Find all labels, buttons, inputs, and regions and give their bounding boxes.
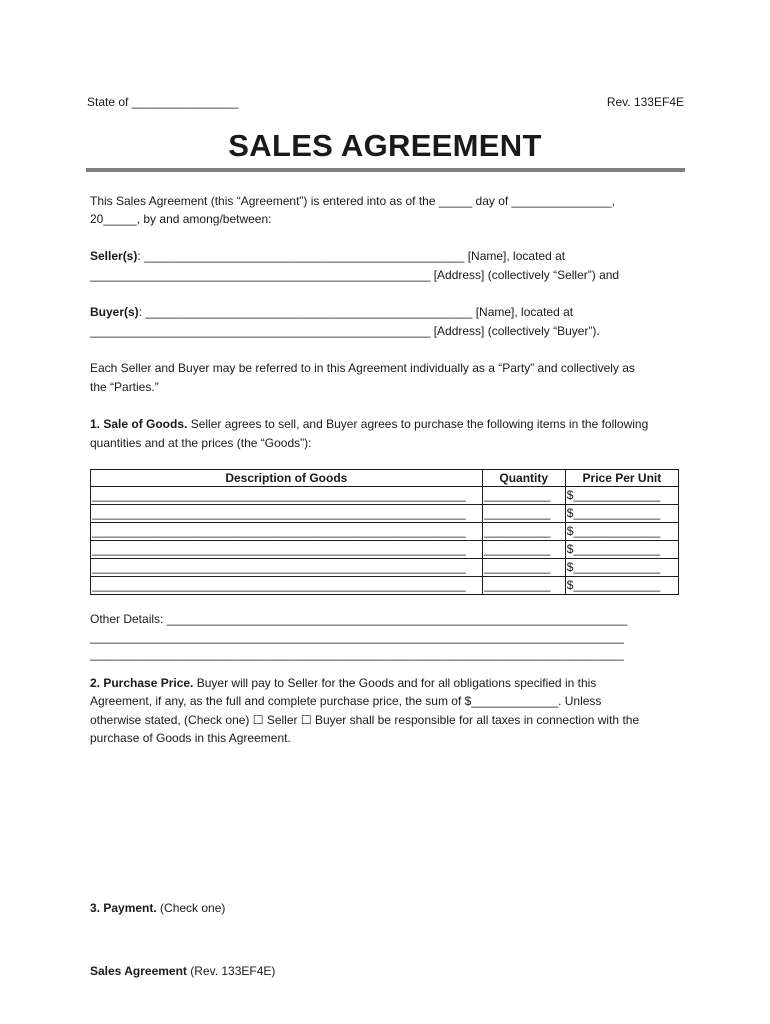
description-cell[interactable] bbox=[91, 487, 483, 505]
footer-title: Sales Agreement bbox=[90, 964, 187, 978]
price-cell[interactable] bbox=[565, 559, 678, 577]
price-cell[interactable] bbox=[565, 541, 678, 559]
description-cell[interactable] bbox=[91, 577, 483, 595]
cell-text: ________________________________________________________ bbox=[92, 578, 466, 592]
table-row bbox=[91, 523, 679, 541]
table-row bbox=[91, 577, 679, 595]
header-price-per-unit: Price Per Unit bbox=[565, 470, 678, 487]
cell-text: ________________________________________________________ bbox=[92, 524, 466, 538]
description-cell[interactable] bbox=[91, 523, 483, 541]
cell-text: $_____________ bbox=[566, 560, 661, 574]
parties-line-1: Each Seller and Buyer may be referred to in this Agreement individually as a “Party” and collectively as bbox=[90, 361, 635, 375]
section-1-line-1 bbox=[90, 417, 648, 431]
table-row bbox=[91, 487, 679, 505]
price-cell[interactable] bbox=[565, 487, 678, 505]
other-details-line-2: ________________________________________________________________________________ bbox=[90, 630, 624, 644]
section-1-text: Seller agrees to sell, and Buyer agrees to purchase the following items in the following bbox=[187, 417, 649, 431]
quantity-cell[interactable] bbox=[482, 577, 565, 595]
buyer-name-blank: : _________________________________________________ [Name], located at bbox=[138, 305, 574, 319]
quantity-cell[interactable] bbox=[482, 559, 565, 577]
quantity-cell[interactable] bbox=[482, 523, 565, 541]
other-details-line-1: Other Details: _____________________________________________________________________ bbox=[90, 612, 628, 626]
cell-text: ________________________________________________________ bbox=[92, 542, 466, 556]
section-2-line-2: Agreement, if any, as the full and complete purchase price, the sum of $_____________. Unless bbox=[90, 694, 602, 708]
cell-text: __________ bbox=[483, 488, 551, 502]
header-quantity: Quantity bbox=[482, 470, 565, 487]
intro-line-1: This Sales Agreement (this “Agreement”) is entered into as of the _____ day of _______________, bbox=[90, 194, 615, 208]
description-cell[interactable] bbox=[91, 541, 483, 559]
price-cell[interactable] bbox=[565, 505, 678, 523]
goods-table-header bbox=[91, 470, 679, 487]
state-field: State of ________________ bbox=[87, 95, 239, 109]
page-title: SALES AGREEMENT bbox=[228, 128, 542, 163]
cell-text: __________ bbox=[483, 578, 551, 592]
price-cell[interactable] bbox=[565, 523, 678, 541]
section-3-heading: 3. Payment. bbox=[90, 901, 157, 915]
section-1-line-2: quantities and at the prices (the “Goods”): bbox=[90, 436, 312, 450]
footer-revision: (Rev. 133EF4E) bbox=[186, 964, 276, 978]
other-details-line-3: ________________________________________________________________________________ bbox=[90, 647, 624, 661]
description-cell[interactable] bbox=[91, 559, 483, 577]
buyer-address-line: ___________________________________________________ [Address] (collectively “Buyer”). bbox=[90, 324, 600, 338]
table-row bbox=[91, 559, 679, 577]
section-2-line-3: otherwise stated, (Check one) ☐ Seller ☐ Buyer shall be responsible for all taxes in connection with the bbox=[90, 713, 640, 727]
page-footer bbox=[90, 964, 275, 978]
seller-name-blank: : ________________________________________________ [Name], located at bbox=[137, 249, 566, 263]
seller-line-1 bbox=[90, 249, 565, 263]
section-2-line-4: purchase of Goods in this Agreement. bbox=[90, 731, 291, 745]
header-description: Description of Goods bbox=[91, 470, 483, 487]
cell-text: $_____________ bbox=[566, 578, 661, 592]
title-divider bbox=[86, 168, 685, 172]
section-2-heading: 2. Purchase Price. bbox=[90, 676, 194, 690]
section-1-heading: 1. Sale of Goods. bbox=[90, 417, 188, 431]
section-3-text: (Check one) bbox=[156, 901, 226, 915]
cell-text: ________________________________________________________ bbox=[92, 560, 466, 574]
quantity-cell[interactable] bbox=[482, 541, 565, 559]
section-2-line-1 bbox=[90, 676, 596, 690]
cell-text: __________ bbox=[483, 560, 551, 574]
seller-label: Seller(s) bbox=[90, 249, 138, 263]
cell-text: __________ bbox=[483, 506, 551, 520]
table-row bbox=[91, 541, 679, 559]
cell-text: $_____________ bbox=[566, 542, 661, 556]
cell-text: ________________________________________________________ bbox=[92, 488, 466, 502]
cell-text: $_____________ bbox=[566, 524, 661, 538]
section-2-text: Buyer will pay to Seller for the Goods and for all obligations specified in this bbox=[193, 676, 597, 690]
cell-text: $_____________ bbox=[566, 488, 661, 502]
quantity-cell[interactable] bbox=[482, 505, 565, 523]
cell-text: ________________________________________________________ bbox=[92, 506, 466, 520]
revision-number: Rev. 133EF4E bbox=[606, 95, 684, 109]
goods-table bbox=[90, 469, 679, 595]
buyer-label: Buyer(s) bbox=[90, 305, 139, 319]
cell-text: __________ bbox=[483, 542, 551, 556]
description-cell[interactable] bbox=[91, 505, 483, 523]
parties-line-2: the “Parties.” bbox=[90, 380, 159, 394]
cell-text: $_____________ bbox=[566, 506, 661, 520]
seller-address-line: ___________________________________________________ [Address] (collectively “Seller”) and bbox=[90, 268, 620, 282]
section-3-line bbox=[90, 901, 225, 915]
quantity-cell[interactable] bbox=[482, 487, 565, 505]
cell-text: __________ bbox=[483, 524, 551, 538]
price-cell[interactable] bbox=[565, 577, 678, 595]
buyer-line-1 bbox=[90, 305, 573, 319]
table-row bbox=[91, 505, 679, 523]
intro-line-2: 20_____, by and among/between: bbox=[90, 212, 272, 226]
